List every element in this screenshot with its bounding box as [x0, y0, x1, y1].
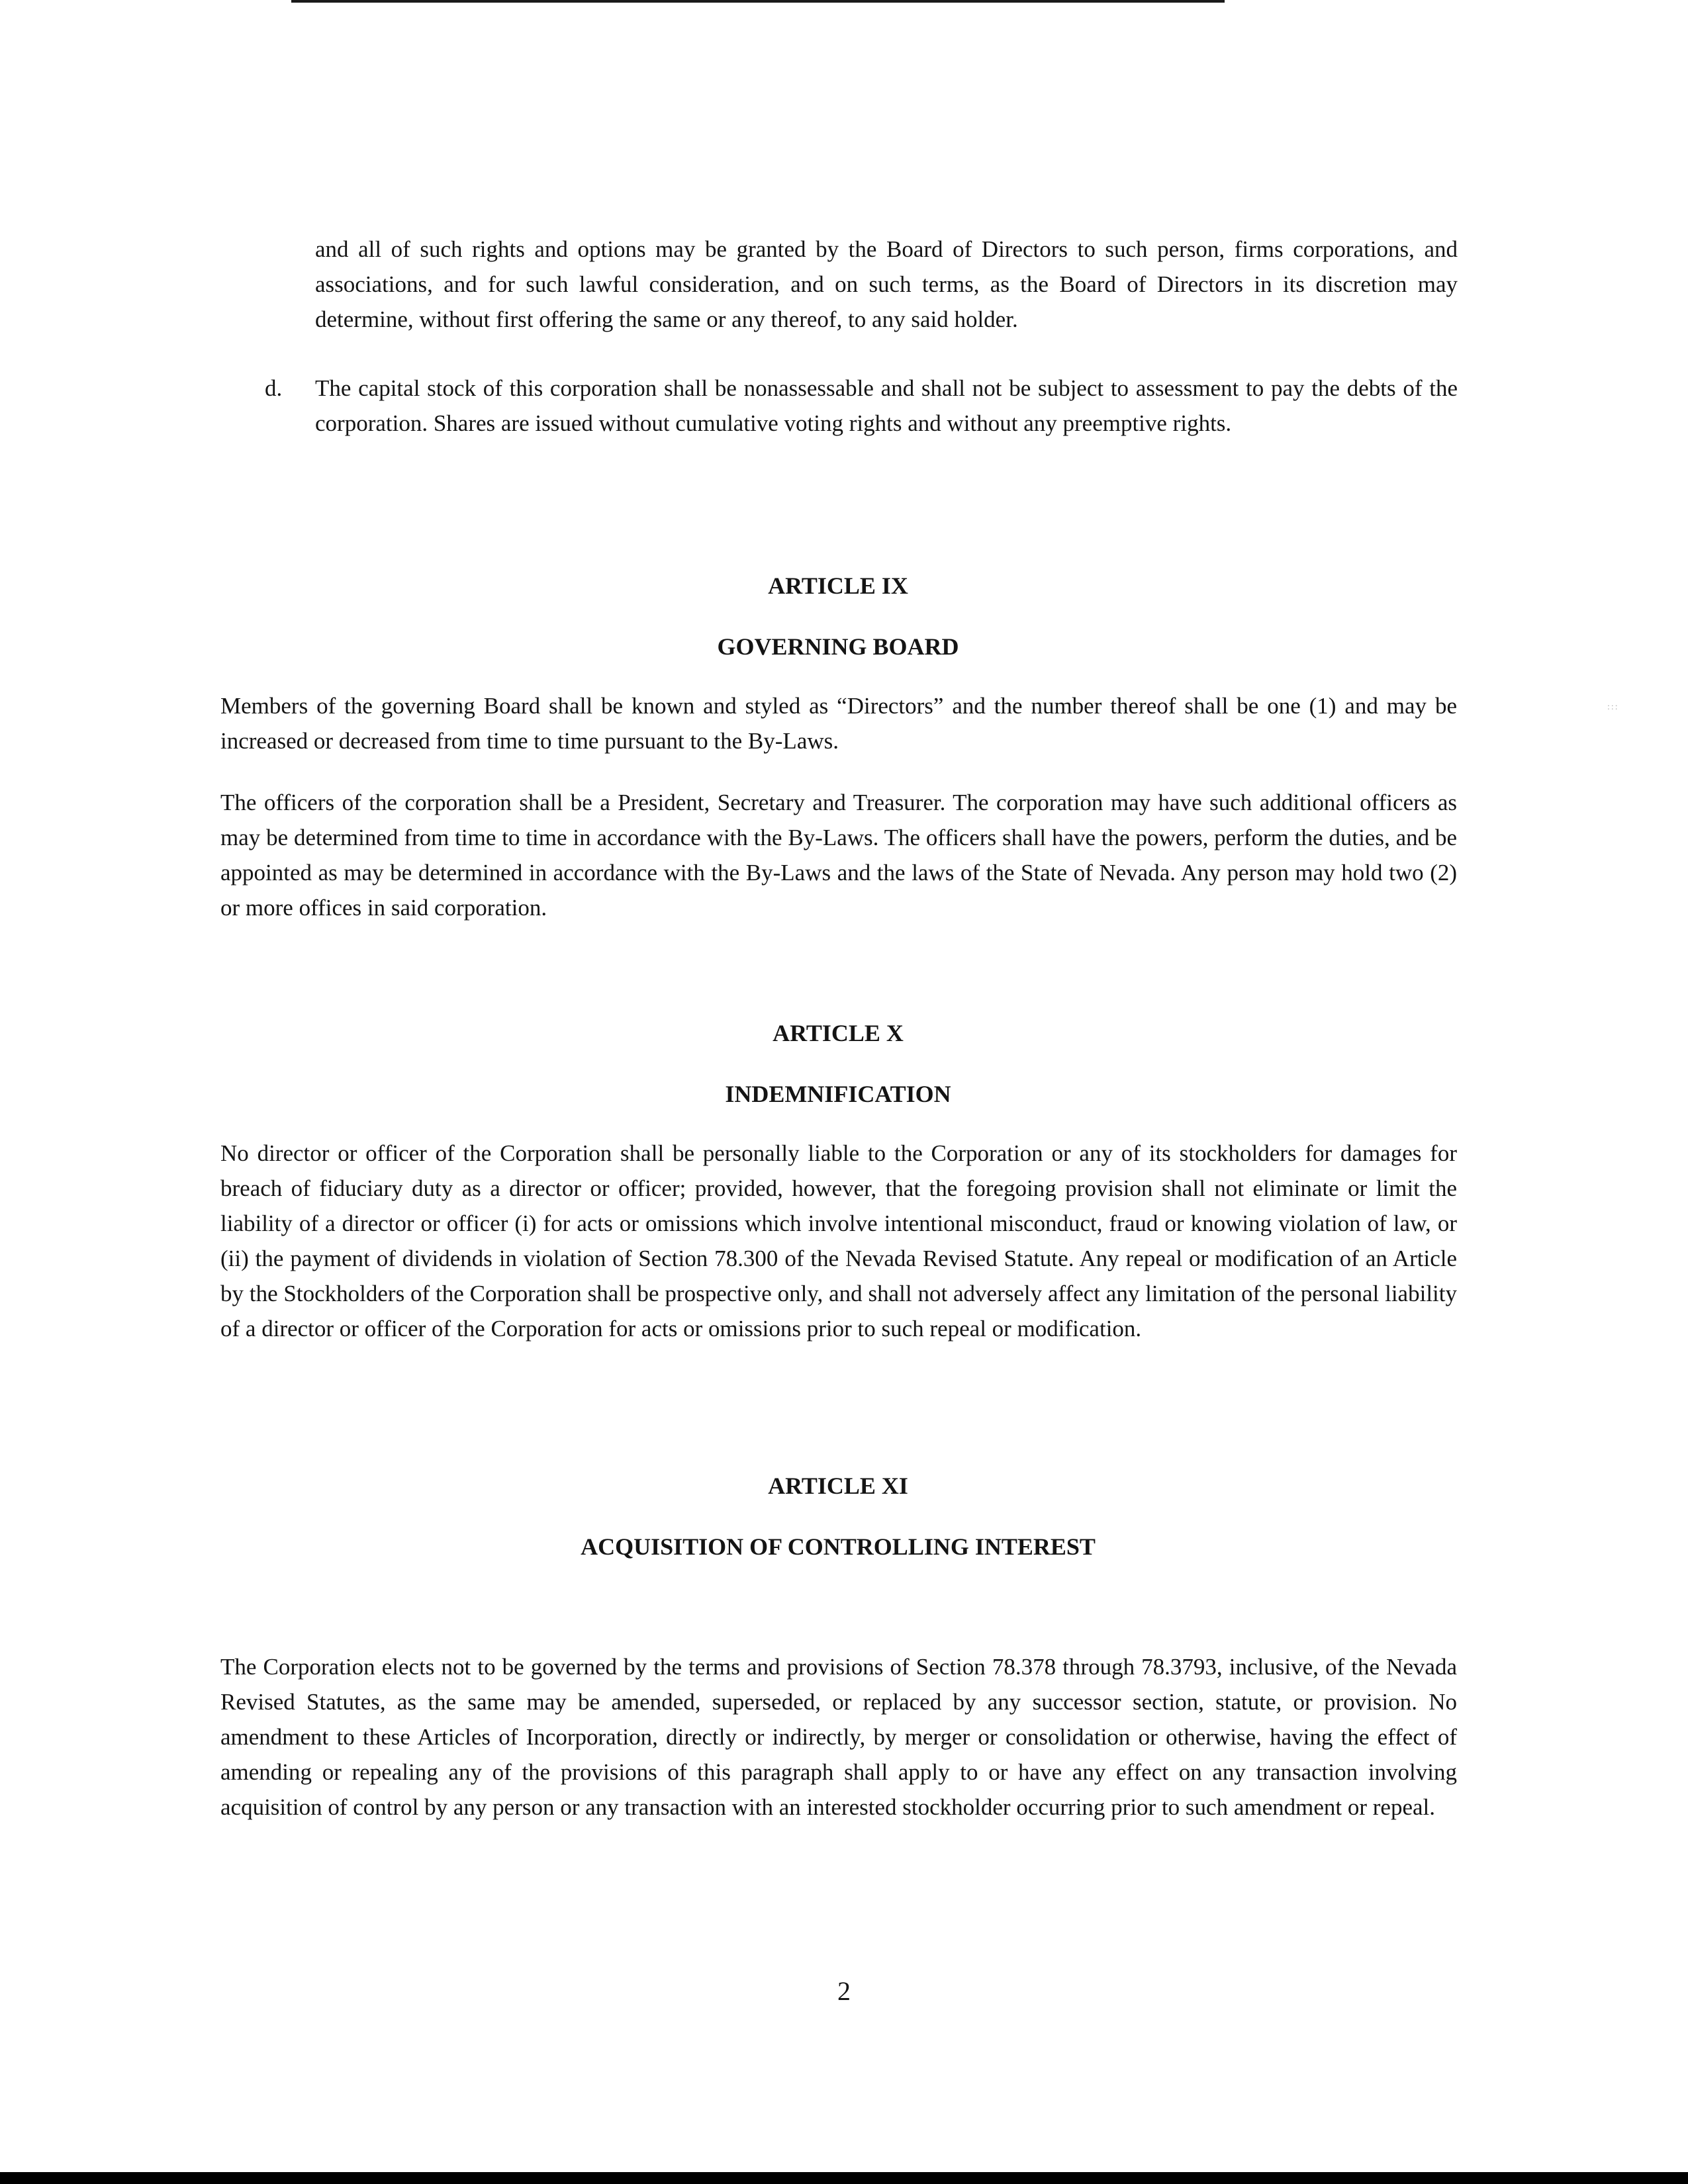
scan-top-rule [291, 0, 1225, 3]
article-x-number: ARTICLE X [773, 1020, 904, 1046]
article-xi-title: ACQUISITION OF CONTROLLING INTEREST [581, 1533, 1096, 1560]
scan-bottom-border [0, 2172, 1688, 2184]
article-x-title: INDEMNIFICATION [725, 1081, 951, 1107]
article-ix-number: ARTICLE IX [768, 572, 908, 599]
article-xi-number: ARTICLE XI [768, 1473, 908, 1499]
article-xi-paragraph-1: The Corporation elects not to be governed by the terms and provisions of Section 78.378 through 78.3793, inclusive, of the Nevada Revised Statutes, as the same may be amended, superseded, or replaced by any successor section, statute, or provision. No amendment to these Articles of Incorporation, directly or indirectly, by merger or consolidation or otherwise, having the effect of amending or repealing any of the provisions of this paragraph shall apply to or have any effect on any transaction involving acquisition of control by any person or any transaction with an interested stockholder occurring prior to such amendment or repeal. [220, 1654, 1457, 1820]
scan-speck: ::: [1607, 702, 1619, 712]
list-item-text: The capital stock of this corporation shall be nonassessable and shall not be subject to assessment to pay the debts of the corporation. Shares are issued without cumulative voting rights and without any preemptive rights. [315, 375, 1458, 436]
article-ix-paragraph-1: Members of the governing Board shall be known and styled as “Directors” and the number thereof shall be one (1) and may be increased or decreased from time to time pursuant to the By-Laws. [220, 693, 1457, 754]
article-ix-paragraph-2: The officers of the corporation shall be a President, Secretary and Treasurer. The corporation may have such additional officers as may be determined from time to time in accordance with the By-Laws. The officers shall have the powers, perform the duties, and be appointed as may be determined in accordance with the By-Laws and the laws of the State of Nevada. Any person may hold two (2) or more offices in said corporation. [220, 790, 1457, 921]
article-x-paragraph-1: No director or officer of the Corporation shall be personally liable to the Corporation or any of its stockholders for damages for breach of fiduciary duty as a director or officer; provided, however, that the foregoing provision shall not eliminate or limit the liability of a director or officer (i) for acts or omissions which involve intentional misconduct, fraud or knowing violation of law, or (ii) the payment of dividends in violation of Section 78.300 of the Nevada Revised Statute. Any repeal or modification of an Article by the Stockholders of the Corporation shall be prospective only, and shall not adversely affect any limitation of the personal liability of a director or officer of the Corporation for acts or omissions prior to such repeal or modification. [220, 1140, 1457, 1342]
page-number: 2 [837, 1976, 851, 2006]
list-marker: d. [265, 375, 283, 401]
continuation-paragraph: and all of such rights and options may be granted by the Board of Directors to such person, firms corporations, and associations, and for such lawful consideration, and on such terms, as the Board of Directors in its discretion may determine, without first offering the same or any thereof, to any said holder. [315, 236, 1458, 332]
article-ix-title: GOVERNING BOARD [717, 633, 959, 660]
